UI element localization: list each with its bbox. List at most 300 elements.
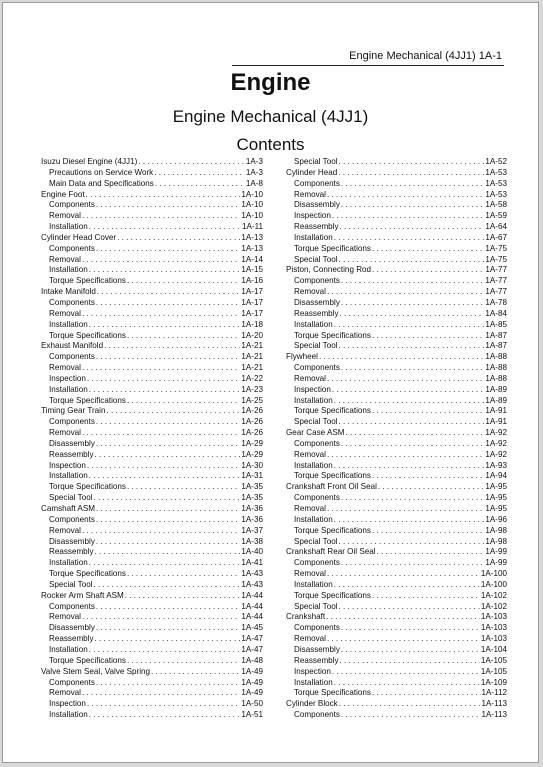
toc-entry-label: Torque Specifications: [49, 655, 126, 665]
toc-entry-label: Components: [294, 276, 340, 286]
toc-entry-page: 1A-96: [485, 514, 507, 524]
toc-entry-page: 1A-35: [241, 493, 263, 503]
toc-leader-dots: [125, 591, 241, 602]
toc-leader-dots: [89, 558, 241, 569]
toc-entry-label: Torque Specifications: [294, 471, 371, 481]
toc-entry[interactable]: [286, 179, 507, 190]
toc-leader-dots: [339, 417, 485, 428]
toc-entry-page: 1A-109: [480, 677, 507, 687]
toc-entry[interactable]: [286, 634, 507, 645]
toc-entry[interactable]: [41, 417, 263, 428]
toc-entry-label: Piston, Connecting Rod: [286, 265, 372, 275]
toc-entry[interactable]: [41, 591, 263, 602]
toc-entry[interactable]: [286, 482, 507, 493]
toc-entry-label: Installation: [49, 558, 88, 568]
toc-entry-page: 1A-14: [241, 254, 263, 264]
toc-entry-label: Torque Specifications: [49, 330, 126, 340]
toc-entry[interactable]: [286, 190, 507, 201]
toc-leader-dots: [96, 537, 241, 548]
toc-leader-dots: [138, 157, 245, 168]
toc-entry-page: 1A-10: [241, 211, 263, 221]
toc-entry-page: 1A-8: [245, 178, 263, 188]
toc-entry-label: Torque Specifications: [294, 330, 371, 340]
toc-entry-label: Disassembly: [294, 200, 340, 210]
toc-entry-page: 1A-77: [485, 276, 507, 286]
toc-entry[interactable]: [41, 482, 263, 493]
toc-entry[interactable]: [41, 244, 263, 255]
toc-leader-dots: [89, 710, 241, 721]
toc-entry[interactable]: [286, 667, 507, 678]
toc-entry-page: 1A-49: [241, 677, 263, 687]
toc-entry-page: 1A-48: [241, 655, 263, 665]
toc-entry[interactable]: [286, 385, 507, 396]
toc-entry[interactable]: [286, 645, 507, 656]
toc-entry-page: 1A-29: [241, 449, 263, 459]
toc-entry[interactable]: [286, 406, 507, 417]
toc-entry[interactable]: [286, 222, 507, 233]
toc-entry-label: Disassembly: [294, 644, 340, 654]
toc-leader-dots: [89, 320, 241, 331]
toc-entry-page: 1A-88: [485, 363, 507, 373]
toc-entry[interactable]: [41, 645, 263, 656]
toc-entry[interactable]: [286, 331, 507, 342]
toc-entry-label: Torque Specifications: [294, 406, 371, 416]
toc-entry-label: Camshaft ASM: [41, 504, 95, 513]
toc-leader-dots: [339, 255, 485, 266]
toc-entry-label: Installation: [294, 579, 333, 589]
toc-entry-page: 1A-43: [241, 569, 263, 579]
toc-entry[interactable]: [41, 526, 263, 537]
toc-leader-dots: [89, 222, 241, 233]
toc-entry[interactable]: [286, 255, 507, 266]
toc-entry-label: Torque Specifications: [294, 243, 371, 253]
toc-entry[interactable]: [286, 515, 507, 526]
toc-entry[interactable]: [41, 222, 263, 233]
toc-entry[interactable]: [41, 537, 263, 548]
toc-entry-page: 1A-105: [480, 666, 507, 676]
header-rule: [232, 65, 504, 66]
toc-leader-dots: [339, 157, 485, 168]
toc-entry[interactable]: [286, 656, 507, 667]
toc-entry[interactable]: [41, 612, 263, 623]
toc-entry-label: Installation: [294, 677, 333, 687]
toc-entry[interactable]: [41, 493, 263, 504]
toc-entry[interactable]: [286, 558, 507, 569]
toc-entry-label: Special Tool: [294, 341, 338, 351]
toc-entry-label: Reassembly: [294, 655, 339, 665]
toc-entry-page: 1A-17: [241, 297, 263, 307]
toc-entry-label: Installation: [49, 471, 88, 481]
toc-leader-dots: [372, 688, 481, 699]
toc-entry[interactable]: [286, 526, 507, 537]
toc-entry-label: Removal: [294, 504, 326, 513]
toc-entry[interactable]: [41, 363, 263, 374]
toc-entry-page: 1A-67: [485, 232, 507, 242]
toc-leader-dots: [378, 482, 485, 493]
toc-entry[interactable]: [41, 580, 263, 591]
toc-entry-page: 1A-45: [241, 623, 263, 633]
toc-entry[interactable]: [41, 569, 263, 580]
toc-entry[interactable]: [41, 309, 263, 320]
toc-entry-page: 1A-93: [485, 460, 507, 470]
toc-entry[interactable]: [286, 504, 507, 515]
toc-entry-page: 1A-37: [241, 525, 263, 535]
toc-entry-label: Removal: [294, 373, 326, 383]
toc-leader-dots: [95, 450, 241, 461]
toc-entry[interactable]: [286, 428, 507, 439]
toc-left-column: [41, 157, 263, 721]
toc-entry[interactable]: [286, 439, 507, 450]
toc-leader-dots: [377, 547, 485, 558]
toc-entry[interactable]: [286, 157, 507, 168]
toc-leader-dots: [94, 580, 241, 591]
toc-leader-dots: [341, 276, 484, 287]
toc-leader-dots: [96, 200, 240, 211]
toc-entry[interactable]: [286, 233, 507, 244]
toc-entry[interactable]: [286, 341, 507, 352]
toc-entry[interactable]: [286, 168, 507, 179]
toc-entry[interactable]: [286, 678, 507, 689]
toc-leader-dots: [86, 190, 241, 201]
toc-entry-label: Special Tool: [294, 601, 338, 611]
toc-entry-label: Components: [49, 243, 95, 253]
toc-leader-dots: [340, 222, 485, 233]
toc-leader-dots: [340, 309, 485, 320]
toc-entry[interactable]: [286, 396, 507, 407]
toc-entry[interactable]: [41, 461, 263, 472]
toc-entry[interactable]: [41, 710, 263, 721]
toc-leader-dots: [345, 428, 484, 439]
toc-entry[interactable]: [286, 471, 507, 482]
toc-entry[interactable]: [41, 255, 263, 266]
toc-entry-page: 1A-77: [485, 287, 507, 297]
toc-leader-dots: [89, 645, 241, 656]
toc-leader-dots: [82, 363, 240, 374]
toc-entry[interactable]: [41, 287, 263, 298]
toc-entry-label: Inspection: [294, 384, 331, 394]
toc-entry-label: Special Tool: [294, 157, 338, 166]
toc-leader-dots: [95, 547, 241, 558]
toc-entry-label: Torque Specifications: [294, 590, 371, 600]
toc-leader-dots: [334, 678, 480, 689]
toc-entry[interactable]: [41, 385, 263, 396]
toc-entry-page: 1A-88: [485, 352, 507, 362]
toc-entry[interactable]: [41, 276, 263, 287]
toc-entry-label: Removal: [49, 428, 81, 438]
toc-entry-page: 1A-99: [485, 558, 507, 568]
toc-entry[interactable]: [286, 602, 507, 613]
toc-entry-page: 1A-51: [241, 710, 263, 720]
toc-entry-page: 1A-91: [485, 417, 507, 427]
toc-entry-page: 1A-102: [480, 601, 507, 611]
toc-entry[interactable]: [286, 461, 507, 472]
toc-entry-label: Removal: [49, 254, 81, 264]
toc-entry-label: Removal: [294, 287, 326, 297]
toc-leader-dots: [82, 612, 240, 623]
toc-leader-dots: [339, 537, 485, 548]
toc-entry-page: 1A-26: [241, 406, 263, 416]
toc-leader-dots: [127, 396, 240, 407]
toc-leader-dots: [127, 656, 240, 667]
toc-leader-dots: [127, 569, 240, 580]
toc-entry[interactable]: [41, 634, 263, 645]
toc-entry-label: Reassembly: [294, 222, 339, 232]
toc-entry[interactable]: [286, 547, 507, 558]
toc-entry[interactable]: [286, 244, 507, 255]
toc-entry[interactable]: [286, 374, 507, 385]
toc-entry-label: Components: [294, 178, 340, 188]
toc-entry-label: Installation: [294, 319, 333, 329]
toc-leader-dots: [332, 385, 484, 396]
toc-entry[interactable]: [41, 406, 263, 417]
toc-entry-label: Inspection: [294, 666, 331, 676]
toc-leader-dots: [372, 591, 480, 602]
toc-entry-label: Rocker Arm Shaft ASM: [41, 590, 124, 600]
toc-entry-label: Inspection: [294, 211, 331, 221]
toc-entry-label: Installation: [49, 222, 88, 232]
toc-entry[interactable]: [286, 450, 507, 461]
toc-entry[interactable]: [41, 179, 263, 190]
toc-entry-page: 1A-95: [485, 482, 507, 492]
toc-entry-label: Components: [49, 200, 95, 210]
toc-entry[interactable]: [286, 363, 507, 374]
toc-entry-label: Torque Specifications: [49, 569, 126, 579]
toc-leader-dots: [341, 710, 481, 721]
toc-leader-dots: [151, 667, 240, 678]
toc-entry-page: 1A-64: [485, 222, 507, 232]
toc-leader-dots: [340, 656, 480, 667]
toc-entry-page: 1A-53: [485, 178, 507, 188]
toc-leader-dots: [339, 341, 485, 352]
toc-entry-label: Removal: [294, 449, 326, 459]
toc-entry-label: Crankshaft Rear Oil Seal: [286, 547, 376, 557]
toc-entry[interactable]: [41, 623, 263, 634]
toc-entry-page: 1A-89: [485, 395, 507, 405]
toc-entry[interactable]: [41, 667, 263, 678]
toc-entry-label: Components: [294, 710, 340, 720]
toc-leader-dots: [96, 352, 240, 363]
toc-entry[interactable]: [286, 612, 507, 623]
toc-leader-dots: [96, 515, 240, 526]
toc-entry[interactable]: [286, 591, 507, 602]
toc-entry[interactable]: [286, 699, 507, 710]
toc-entry-page: 1A-21: [241, 363, 263, 373]
toc-entry-label: Removal: [294, 569, 326, 579]
toc-leader-dots: [327, 374, 484, 385]
toc-entry[interactable]: [286, 493, 507, 504]
toc-entry[interactable]: [41, 515, 263, 526]
toc-leader-dots: [117, 233, 240, 244]
toc-leader-dots: [96, 439, 241, 450]
toc-leader-dots: [341, 363, 484, 374]
toc-entry-page: 1A-53: [485, 189, 507, 199]
toc-entry[interactable]: [41, 374, 263, 385]
toc-entry[interactable]: [41, 157, 263, 168]
toc-entry[interactable]: [286, 309, 507, 320]
toc-entry-page: 1A-17: [241, 287, 263, 297]
toc-entry[interactable]: [41, 471, 263, 482]
toc-leader-dots: [341, 493, 484, 504]
toc-entry[interactable]: [286, 265, 507, 276]
toc-entry[interactable]: [286, 320, 507, 331]
toc-leader-dots: [95, 634, 241, 645]
toc-leader-dots: [154, 168, 245, 179]
toc-entry-page: 1A-21: [241, 341, 263, 351]
toc-entry-label: Disassembly: [49, 623, 95, 633]
toc-entry-page: 1A-92: [485, 449, 507, 459]
toc-leader-dots: [372, 526, 484, 537]
toc-entry[interactable]: [41, 211, 263, 222]
toc-entry[interactable]: [286, 710, 507, 721]
toc-entry-label: Removal: [49, 363, 81, 373]
toc-entry[interactable]: [41, 450, 263, 461]
toc-entry[interactable]: [286, 537, 507, 548]
toc-entry-page: 1A-18: [241, 319, 263, 329]
toc-entry-page: 1A-59: [485, 211, 507, 221]
toc-entry-label: Installation: [49, 319, 88, 329]
toc-entry-page: 1A-84: [485, 308, 507, 318]
toc-leader-dots: [372, 265, 484, 276]
toc-leader-dots: [341, 200, 485, 211]
toc-entry-page: 1A-22: [241, 373, 263, 383]
toc-entry-label: Disassembly: [294, 297, 340, 307]
toc-entry-page: 1A-92: [485, 428, 507, 438]
toc-entry[interactable]: [286, 623, 507, 634]
toc-leader-dots: [96, 602, 240, 613]
toc-leader-dots: [89, 265, 241, 276]
toc-entry-label: Components: [49, 514, 95, 524]
toc-leader-dots: [89, 385, 241, 396]
toc-leader-dots: [334, 233, 485, 244]
toc-entry[interactable]: [41, 341, 263, 352]
toc-entry-page: 1A-13: [241, 243, 263, 253]
toc-entry[interactable]: [41, 298, 263, 309]
toc-entry-label: Disassembly: [49, 438, 95, 448]
toc-entry[interactable]: [286, 298, 507, 309]
toc-entry[interactable]: [286, 569, 507, 580]
toc-leader-dots: [341, 298, 485, 309]
toc-entry[interactable]: [41, 168, 263, 179]
chapter-title: Engine: [230, 69, 311, 96]
toc-leader-dots: [104, 341, 240, 352]
toc-entry[interactable]: [41, 439, 263, 450]
toc-entry[interactable]: [286, 580, 507, 591]
contents-title: Contents: [236, 135, 305, 154]
toc-entry-page: 1A-88: [485, 373, 507, 383]
toc-entry-page: 1A-47: [241, 644, 263, 654]
toc-entry-label: Torque Specifications: [294, 525, 371, 535]
toc-entry[interactable]: [286, 352, 507, 363]
toc-entry-page: 1A-104: [480, 644, 507, 654]
toc-leader-dots: [82, 526, 240, 537]
toc-leader-dots: [332, 667, 480, 678]
toc-entry[interactable]: [41, 352, 263, 363]
toc-leader-dots: [82, 428, 240, 439]
toc-entry-page: 1A-35: [241, 482, 263, 492]
section-title: Engine Mechanical (4JJ1): [172, 107, 369, 126]
toc-entry[interactable]: [286, 287, 507, 298]
toc-leader-dots: [82, 255, 240, 266]
toc-entry[interactable]: [286, 211, 507, 222]
toc-entry[interactable]: [41, 656, 263, 667]
toc-entry[interactable]: [41, 504, 263, 515]
toc-entry-label: Removal: [294, 189, 326, 199]
toc-leader-dots: [341, 623, 480, 634]
toc-entry-page: 1A-29: [241, 438, 263, 448]
toc-entry-label: Disassembly: [49, 536, 95, 546]
toc-entry[interactable]: [41, 547, 263, 558]
toc-entry-page: 1A-47: [241, 634, 263, 644]
toc-entry[interactable]: [286, 688, 507, 699]
toc-entry-page: 1A-99: [485, 547, 507, 557]
toc-entry-label: Engine Foot: [41, 189, 85, 199]
toc-entry-page: 1A-113: [481, 710, 507, 720]
toc-entry-page: 1A-49: [241, 666, 263, 676]
toc-entry[interactable]: [41, 331, 263, 342]
toc-entry-page: 1A-13: [241, 232, 263, 242]
toc-leader-dots: [341, 645, 480, 656]
toc-leader-dots: [96, 504, 240, 515]
toc-leader-dots: [106, 406, 240, 417]
toc-leader-dots: [97, 287, 241, 298]
toc-entry[interactable]: [41, 320, 263, 331]
toc-leader-dots: [319, 352, 484, 363]
toc-entry[interactable]: [41, 200, 263, 211]
toc-entry[interactable]: [286, 276, 507, 287]
toc-entry-page: 1A-75: [485, 243, 507, 253]
toc-entry[interactable]: [41, 699, 263, 710]
toc-entry-page: 1A-94: [485, 471, 507, 481]
toc-entry-page: 1A-98: [485, 536, 507, 546]
toc-entry[interactable]: [41, 265, 263, 276]
toc-entry-label: Installation: [294, 460, 333, 470]
toc-entry[interactable]: [286, 200, 507, 211]
toc-entry[interactable]: [41, 678, 263, 689]
toc-entry-page: 1A-17: [241, 308, 263, 318]
toc-leader-dots: [327, 634, 480, 645]
toc-leader-dots: [332, 211, 484, 222]
toc-entry-page: 1A-21: [241, 352, 263, 362]
toc-leader-dots: [326, 612, 480, 623]
toc-entry[interactable]: [41, 233, 263, 244]
toc-leader-dots: [82, 688, 240, 699]
toc-leader-dots: [334, 320, 485, 331]
toc-entry-label: Installation: [49, 265, 88, 275]
toc-entry-label: Installation: [49, 384, 88, 394]
toc-entry[interactable]: [41, 688, 263, 699]
toc-entry[interactable]: [41, 428, 263, 439]
toc-entry-page: 1A-36: [241, 504, 263, 513]
toc-entry[interactable]: [41, 602, 263, 613]
toc-entry-label: Reassembly: [294, 308, 339, 318]
toc-entry-page: 1A-92: [485, 438, 507, 448]
toc-entry-page: 1A-3: [245, 167, 263, 177]
toc-entry-label: Precautions on Service Work: [49, 167, 154, 177]
toc-entry-page: 1A-36: [241, 514, 263, 524]
toc-entry-label: Timing Gear Train: [41, 406, 106, 416]
toc-entry-label: Installation: [49, 710, 88, 720]
toc-entry-page: 1A-30: [241, 460, 263, 470]
toc-entry[interactable]: [41, 190, 263, 201]
toc-entry[interactable]: [286, 417, 507, 428]
toc-entry-page: 1A-41: [241, 558, 263, 568]
toc-leader-dots: [327, 190, 484, 201]
toc-entry[interactable]: [41, 396, 263, 407]
toc-entry-label: Torque Specifications: [49, 395, 126, 405]
toc-entry[interactable]: [41, 558, 263, 569]
toc-entry-label: Cylinder Head Cover: [41, 232, 117, 242]
toc-entry-label: Components: [49, 352, 95, 362]
